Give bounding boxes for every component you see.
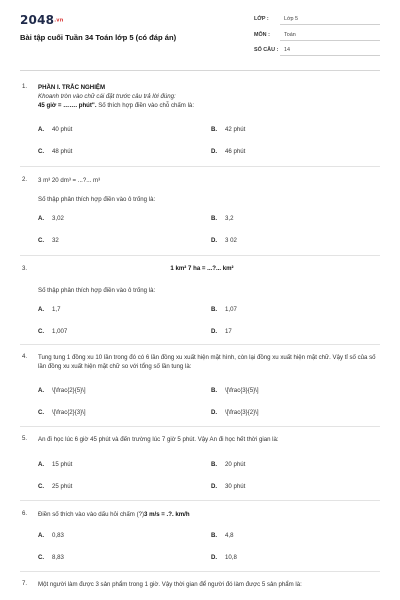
question-divider [20, 166, 380, 167]
option-letter: C. [38, 483, 45, 490]
page-header [0, 0, 400, 62]
option-text: 40 phút [52, 126, 73, 133]
option-letter: C. [38, 554, 45, 561]
stem-bold: 45 giờ = ……. phút". [38, 102, 97, 109]
logo-suffix: .vn [54, 17, 64, 24]
question-divider [20, 571, 380, 572]
option-letter: A. [38, 126, 45, 133]
header-divider [20, 70, 380, 71]
question-stem: Tung tung 1 đồng xu 10 lần trong đó có 6 lần đồng xu xuất hiện mặt hình, còn lại đồng xu xuất hiện mặt chữ. Vậy tỉ số của số lần đồng xu xuất hiện mặt chữ so với tổng số lần tung là: [38, 354, 376, 370]
question-number: 3. [22, 265, 28, 272]
option-letter: D. [211, 409, 218, 416]
option-text: 32 [52, 237, 59, 244]
option-letter: A. [38, 306, 45, 313]
question-stem: 1 km² 7 ha = ...?... km² [170, 265, 234, 272]
option-text: 3,2 [225, 215, 234, 222]
option-letter: A. [38, 215, 45, 222]
question-number: 6. [22, 510, 28, 517]
option-text: 20 phút [225, 461, 246, 468]
option-text: 25 phút [52, 483, 73, 490]
option-text: 42 phút [225, 126, 246, 133]
option-text: 30 phút [225, 483, 246, 490]
option-text: 17 [225, 328, 232, 335]
meta-label: SỐ CÂU : [254, 47, 279, 53]
option-text: 15 phút [52, 461, 73, 468]
option-text: 4,8 [225, 532, 234, 539]
option-text: \[\frac{3}{2}\] [225, 409, 259, 416]
question-number: 4. [22, 353, 28, 360]
meta-label: MÔN : [254, 32, 270, 38]
option-letter: D. [211, 483, 218, 490]
option-text: 10,8 [225, 554, 237, 561]
option-letter: A. [38, 461, 45, 468]
option-letter: A. [38, 387, 45, 394]
option-letter: B. [211, 461, 218, 468]
page-title: Bài tập cuối Tuần 34 Toán lớp 5 (có đáp án) [20, 33, 177, 42]
site-logo[interactable] [20, 13, 64, 27]
question-number: 2. [22, 176, 28, 183]
question-3 [22, 265, 382, 275]
option-text: 3 02 [225, 237, 237, 244]
option-text: \[\frac{3}{5}\] [225, 387, 259, 394]
option-text: 1,007 [52, 328, 68, 335]
meta-value: Lớp 5 [284, 16, 299, 22]
stem-rest: Số thích hợp điền vào chỗ chấm là: [96, 102, 195, 109]
option-text: 48 phút [52, 148, 73, 155]
option-letter: C. [38, 409, 45, 416]
option-letter: C. [38, 328, 45, 335]
instruction-text: Khoanh tròn vào chữ cái đặt trước câu trả lời đúng: [38, 93, 176, 100]
section-title: PHẦN I. TRẮC NGHIỆM [38, 84, 106, 91]
option-letter: B. [211, 532, 218, 539]
option-letter: D. [211, 148, 218, 155]
question-4 [22, 353, 382, 373]
option-text: 46 phút [225, 148, 246, 155]
option-letter: B. [211, 126, 218, 133]
question-divider [20, 344, 380, 345]
option-text: 1,7 [52, 306, 61, 313]
question-stem [38, 510, 382, 519]
meta-value: 14 [284, 47, 290, 53]
question-7 [22, 580, 382, 600]
question-prompt: Số thập phân thích hợp điền vào ô trống là: [38, 287, 156, 294]
option-letter: D. [211, 237, 218, 244]
meta-divider [280, 55, 380, 56]
question-divider [20, 255, 380, 256]
question-stem: An đi học lúc 6 giờ 45 phút và đến trường lúc 7 giờ 5 phút. Vậy An đi học hết thời gian là: [38, 436, 279, 443]
option-letter: B. [211, 306, 218, 313]
option-letter: C. [38, 237, 45, 244]
question-divider [20, 426, 380, 427]
option-letter: B. [211, 387, 218, 394]
question-stem: 3 m³ 20 dm³ = ...?... m³ [38, 177, 101, 184]
question-body [38, 83, 382, 110]
meta-divider [280, 40, 380, 41]
question-divider [20, 500, 380, 501]
question-1 [22, 83, 382, 163]
meta-divider [280, 24, 380, 25]
question-number: 5. [22, 435, 28, 442]
option-text: 0,83 [52, 532, 64, 539]
meta-label: LỚP : [254, 16, 269, 22]
option-letter: D. [211, 328, 218, 335]
option-text: \[\frac{2}{3}\] [52, 409, 86, 416]
question-number: 7. [22, 580, 28, 587]
option-text: 1,07 [225, 306, 237, 313]
question-stem: Một người làm được 3 sản phẩm trong 1 giờ. Vậy thời gian để người đó làm được 5 sản phẩm là: [38, 581, 302, 588]
question-stem [38, 101, 382, 110]
question-number: 1. [22, 83, 28, 90]
stem-bold: 3 m/s = .?. km/h [144, 511, 190, 518]
option-text: 3,02 [52, 215, 64, 222]
stem-plain: Điền số thích vào vào dấu hỏi chấm (?) [38, 511, 145, 518]
option-text: 8,83 [52, 554, 64, 561]
option-letter: A. [38, 532, 45, 539]
logo-text: 2048 [20, 13, 55, 27]
option-letter: B. [211, 215, 218, 222]
option-letter: C. [38, 148, 45, 155]
meta-value: Toán [284, 32, 296, 38]
option-letter: D. [211, 554, 218, 561]
question-prompt: Số thập phân thích hợp điền vào ô trống là: [38, 196, 156, 203]
option-text: \[\frac{2}{5}\] [52, 387, 86, 394]
